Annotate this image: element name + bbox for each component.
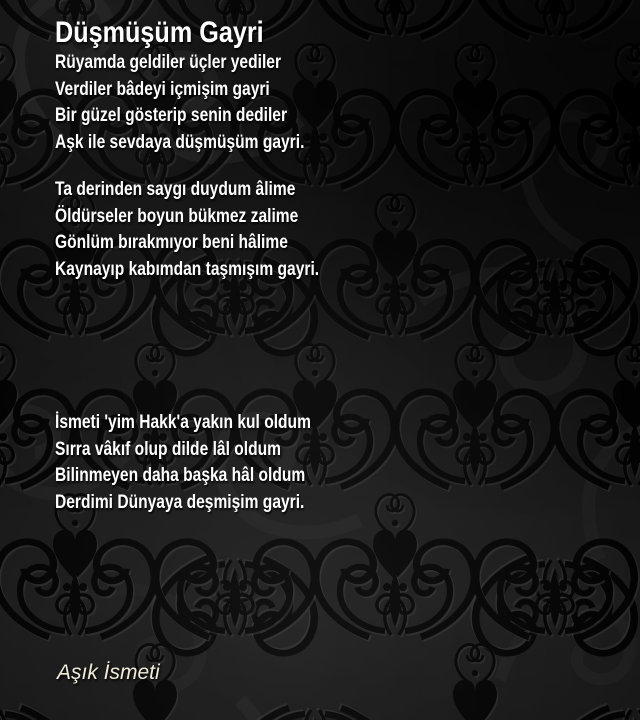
poem-line: Kaynayıp kabımdan taşmışım gayri. [55, 259, 320, 281]
stanza-3 [55, 410, 311, 517]
stanza-1 [55, 50, 304, 157]
poem-line: Bilinmeyen daha başka hâl oldum [55, 465, 306, 487]
poem-line: Verdiler bâdeyi içmişim gayri [55, 78, 270, 100]
poem-title: Düşmüşüm Gayri [55, 16, 264, 49]
poem-line: Sırra vâkıf olup dilde lâl oldum [55, 438, 281, 460]
stanza-2 [55, 177, 319, 284]
poem-line: İsmeti 'yim Hakk'a yakın kul oldum [55, 412, 311, 433]
poem-line: Öldürseler boyun bükmez zalime [55, 205, 299, 227]
poem-line: Ta derinden saygı duydum âlime [55, 179, 296, 200]
poem-line: Derdimi Dünyaya deşmişim gayri. [55, 492, 305, 514]
poem-line: Bir güzel gösterip senin dediler [55, 105, 288, 127]
poem-line: Gönlüm bırakmıyor beni hâlime [55, 232, 288, 254]
poem-line: Aşk ile sevdaya düşmüşüm gayri. [55, 132, 305, 154]
poem-line: Rüyamda geldiler üçler yediler [55, 52, 282, 73]
poem-author: Aşık İsmeti [57, 661, 160, 684]
